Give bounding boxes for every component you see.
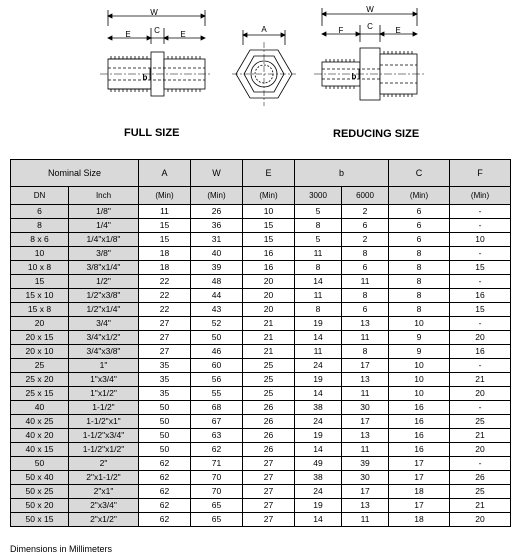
cell-w: 68 [191,401,243,415]
header-b-3000: 3000 [295,187,342,205]
cell-a: 62 [139,471,191,485]
header-c-min: (Min) [389,187,450,205]
full-size-drawing [100,10,212,96]
cell-a: 22 [139,303,191,317]
cell-inch: 2"x1-1/2" [69,471,139,485]
cell-e: 26 [243,443,295,457]
cell-dn: 20 x 10 [11,345,69,359]
cell-b-3000: 19 [295,499,342,513]
cell-e: 21 [243,331,295,345]
cell-e: 25 [243,359,295,373]
cell-a: 18 [139,261,191,275]
cell-inch: 2"x1" [69,485,139,499]
cell-f: - [450,317,511,331]
cell-inch: 3/4" [69,317,139,331]
cell-f: - [450,401,511,415]
cell-a: 50 [139,429,191,443]
cell-inch: 3/4"x3/8" [69,345,139,359]
cell-w: 65 [191,499,243,513]
cell-dn: 20 x 15 [11,331,69,345]
cell-b-6000: 11 [342,275,389,289]
cell-e: 20 [243,303,295,317]
cell-b-6000: 6 [342,303,389,317]
label-e-full-right: E [180,30,186,39]
cell-a: 27 [139,331,191,345]
cell-inch: 1/4" [69,219,139,233]
header-b: b [295,160,389,187]
table-row [11,471,511,485]
cell-a: 27 [139,345,191,359]
table-row [11,317,511,331]
cell-e: 25 [243,387,295,401]
cell-w: 60 [191,359,243,373]
cell-c: 17 [389,499,450,513]
cell-f: 26 [450,471,511,485]
cell-a: 35 [139,387,191,401]
cell-e: 27 [243,499,295,513]
cell-w: 62 [191,443,243,457]
cell-f: - [450,457,511,471]
cell-inch: 2"x1/2" [69,513,139,527]
table-row [11,275,511,289]
cell-b-3000: 14 [295,513,342,527]
header-f: F [450,160,511,187]
cell-b-3000: 19 [295,373,342,387]
cell-b-6000: 11 [342,513,389,527]
cell-w: 26 [191,205,243,219]
label-c-full: C [154,26,160,35]
cell-a: 35 [139,359,191,373]
cell-inch: 1" [69,359,139,373]
cell-a: 62 [139,457,191,471]
cell-e: 20 [243,289,295,303]
cell-b-3000: 14 [295,387,342,401]
cell-dn: 8 [11,219,69,233]
table-row [11,513,511,527]
cell-b-3000: 19 [295,317,342,331]
cell-c: 17 [389,457,450,471]
cell-e: 15 [243,219,295,233]
cell-b-6000: 39 [342,457,389,471]
cell-b-3000: 14 [295,331,342,345]
table-row [11,205,511,219]
cell-inch: 1"x1/2" [69,387,139,401]
table-row [11,373,511,387]
cell-f: 25 [450,415,511,429]
cell-b-3000: 49 [295,457,342,471]
end-view-drawing [232,30,296,106]
cell-dn: 20 [11,317,69,331]
cell-a: 22 [139,275,191,289]
cell-dn: 50 x 20 [11,499,69,513]
label-a: A [261,25,267,34]
cell-e: 25 [243,373,295,387]
cell-dn: 25 x 15 [11,387,69,401]
cell-c: 10 [389,317,450,331]
cell-e: 20 [243,275,295,289]
table-row [11,303,511,317]
cell-c: 9 [389,345,450,359]
cell-dn: 25 [11,359,69,373]
cell-b-6000: 11 [342,387,389,401]
caption-full-size: FULL SIZE [124,127,180,139]
cell-c: 10 [389,373,450,387]
cell-b-3000: 11 [295,345,342,359]
cell-e: 21 [243,345,295,359]
cell-w: 70 [191,471,243,485]
cell-inch: 1"x3/4" [69,373,139,387]
cell-w: 40 [191,247,243,261]
cell-b-6000: 17 [342,485,389,499]
cell-f: 20 [450,387,511,401]
label-c-reducing: C [367,22,373,31]
header-w-min: (Min) [191,187,243,205]
cell-b-3000: 24 [295,415,342,429]
cell-a: 62 [139,499,191,513]
cell-w: 39 [191,261,243,275]
cell-w: 65 [191,513,243,527]
cell-c: 18 [389,485,450,499]
table-row [11,219,511,233]
cell-dn: 10 x 8 [11,261,69,275]
cell-f: 21 [450,429,511,443]
cell-b-6000: 2 [342,233,389,247]
cell-e: 27 [243,471,295,485]
cell-inch: 2" [69,457,139,471]
cell-e: 16 [243,261,295,275]
cell-a: 50 [139,443,191,457]
cell-c: 17 [389,471,450,485]
label-e-reducing: E [395,26,401,35]
cell-a: 62 [139,485,191,499]
cell-b-6000: 8 [342,247,389,261]
cell-e: 27 [243,485,295,499]
table-row [11,443,511,457]
cell-e: 26 [243,401,295,415]
table-row [11,485,511,499]
table-row [11,359,511,373]
cell-w: 48 [191,275,243,289]
cell-w: 46 [191,345,243,359]
cell-c: 16 [389,415,450,429]
cell-inch: 1/2"x3/8" [69,289,139,303]
cell-b-3000: 8 [295,261,342,275]
cell-b-6000: 13 [342,373,389,387]
cell-b-3000: 8 [295,303,342,317]
header-dn: DN [11,187,69,205]
label-e-full-left: E [125,30,131,39]
cell-dn: 40 x 15 [11,443,69,457]
cell-a: 11 [139,205,191,219]
cell-f: - [450,359,511,373]
cell-f: 20 [450,513,511,527]
cell-a: 50 [139,415,191,429]
cell-inch: 1-1/2" [69,401,139,415]
cell-dn: 15 [11,275,69,289]
cell-a: 50 [139,401,191,415]
header-b-6000: 6000 [342,187,389,205]
cell-b-3000: 14 [295,443,342,457]
cell-b-6000: 30 [342,401,389,415]
cell-a: 27 [139,317,191,331]
cell-w: 67 [191,415,243,429]
cell-b-3000: 24 [295,485,342,499]
table-row [11,499,511,513]
cell-dn: 50 x 25 [11,485,69,499]
cell-f: - [450,247,511,261]
header-e: E [243,160,295,187]
cell-a: 62 [139,513,191,527]
cell-a: 15 [139,219,191,233]
cell-w: 31 [191,233,243,247]
cell-f: 20 [450,331,511,345]
cell-a: 18 [139,247,191,261]
cell-f: 10 [450,233,511,247]
cell-b-3000: 38 [295,471,342,485]
cell-w: 43 [191,303,243,317]
cell-inch: 3/8" [69,247,139,261]
cell-e: 26 [243,415,295,429]
table-row [11,415,511,429]
cell-w: 52 [191,317,243,331]
cell-f: - [450,205,511,219]
header-c: C [389,160,450,187]
dimension-table [10,159,511,527]
cell-c: 18 [389,513,450,527]
cell-w: 71 [191,457,243,471]
cell-inch: 1/2" [69,275,139,289]
cell-f: 20 [450,443,511,457]
cell-dn: 8 x 6 [11,233,69,247]
cell-a: 35 [139,373,191,387]
cell-e: 16 [243,247,295,261]
cell-b-3000: 19 [295,429,342,443]
table-row [11,387,511,401]
table-row [11,247,511,261]
cell-f: 15 [450,261,511,275]
header-e-min: (Min) [243,187,295,205]
cell-f: 25 [450,485,511,499]
cell-b-3000: 38 [295,401,342,415]
cell-b-3000: 14 [295,275,342,289]
header-f-min: (Min) [450,187,511,205]
cell-c: 6 [389,233,450,247]
cell-dn: 15 x 10 [11,289,69,303]
cell-inch: 1/2"x1/4" [69,303,139,317]
cell-e: 26 [243,429,295,443]
cell-b-6000: 11 [342,331,389,345]
footnote: Dimensions in Millimeters [10,544,113,554]
table-row [11,457,511,471]
cell-w: 70 [191,485,243,499]
cell-inch: 3/8"x1/4" [69,261,139,275]
cell-b-6000: 2 [342,205,389,219]
fitting-drawings [0,0,517,150]
table-row [11,345,511,359]
header-a: A [139,160,191,187]
cell-b-6000: 8 [342,289,389,303]
cell-inch: 1/8" [69,205,139,219]
cell-c: 8 [389,247,450,261]
cell-inch: 1-1/2"x3/4" [69,429,139,443]
cell-c: 16 [389,429,450,443]
cell-c: 8 [389,303,450,317]
cell-b-3000: 11 [295,247,342,261]
cell-dn: 50 x 15 [11,513,69,527]
cell-b-6000: 13 [342,499,389,513]
table-row [11,261,511,275]
cell-c: 16 [389,443,450,457]
label-b-reducing: b [351,72,357,81]
cell-w: 50 [191,331,243,345]
header-nominal-size: Nominal Size [11,160,139,187]
cell-dn: 25 x 20 [11,373,69,387]
cell-inch: 2"x3/4" [69,499,139,513]
cell-dn: 40 x 20 [11,429,69,443]
cell-b-3000: 5 [295,233,342,247]
cell-dn: 50 x 40 [11,471,69,485]
cell-c: 8 [389,261,450,275]
cell-w: 44 [191,289,243,303]
cell-w: 63 [191,429,243,443]
cell-w: 36 [191,219,243,233]
label-w-full: W [150,8,158,17]
cell-b-3000: 11 [295,289,342,303]
cell-inch: 1-1/2"x1/2" [69,443,139,457]
cell-c: 10 [389,359,450,373]
cell-b-6000: 6 [342,219,389,233]
cell-b-6000: 11 [342,443,389,457]
header-inch: Inch [69,187,139,205]
cell-dn: 10 [11,247,69,261]
cell-inch: 1-1/2"x1" [69,415,139,429]
cell-dn: 40 [11,401,69,415]
cell-e: 27 [243,457,295,471]
cell-e: 27 [243,513,295,527]
table-row [11,233,511,247]
cell-dn: 50 [11,457,69,471]
cell-c: 6 [389,205,450,219]
cell-f: 15 [450,303,511,317]
cell-f: - [450,275,511,289]
table-row [11,401,511,415]
cell-f: 21 [450,499,511,513]
cell-c: 9 [389,331,450,345]
cell-b-6000: 13 [342,429,389,443]
header-a-min: (Min) [139,187,191,205]
cell-c: 10 [389,387,450,401]
cell-c: 8 [389,275,450,289]
cell-c: 8 [389,289,450,303]
cell-b-6000: 6 [342,261,389,275]
cell-a: 15 [139,233,191,247]
cell-b-6000: 30 [342,471,389,485]
cell-b-6000: 13 [342,317,389,331]
cell-b-3000: 5 [295,205,342,219]
table-row [11,289,511,303]
cell-b-6000: 17 [342,359,389,373]
cell-e: 21 [243,317,295,331]
label-f: F [338,26,344,35]
cell-w: 56 [191,373,243,387]
cell-dn: 15 x 8 [11,303,69,317]
cell-f: 21 [450,373,511,387]
label-w-reducing: W [366,5,374,14]
cell-b-6000: 17 [342,415,389,429]
cell-b-3000: 24 [295,359,342,373]
table-row [11,331,511,345]
cell-inch: 1/4"x1/8" [69,233,139,247]
cell-b-3000: 8 [295,219,342,233]
cell-b-6000: 8 [342,345,389,359]
cell-c: 6 [389,219,450,233]
cell-f: - [450,219,511,233]
cell-c: 16 [389,401,450,415]
cell-dn: 40 x 25 [11,415,69,429]
cell-f: 16 [450,289,511,303]
cell-a: 22 [139,289,191,303]
label-b-full: b [142,73,148,82]
cell-e: 15 [243,233,295,247]
caption-reducing-size: REDUCING SIZE [333,128,420,140]
table-row [11,429,511,443]
cell-w: 55 [191,387,243,401]
cell-f: 16 [450,345,511,359]
header-w: W [191,160,243,187]
cell-e: 10 [243,205,295,219]
cell-inch: 3/4"x1/2" [69,331,139,345]
cell-dn: 6 [11,205,69,219]
